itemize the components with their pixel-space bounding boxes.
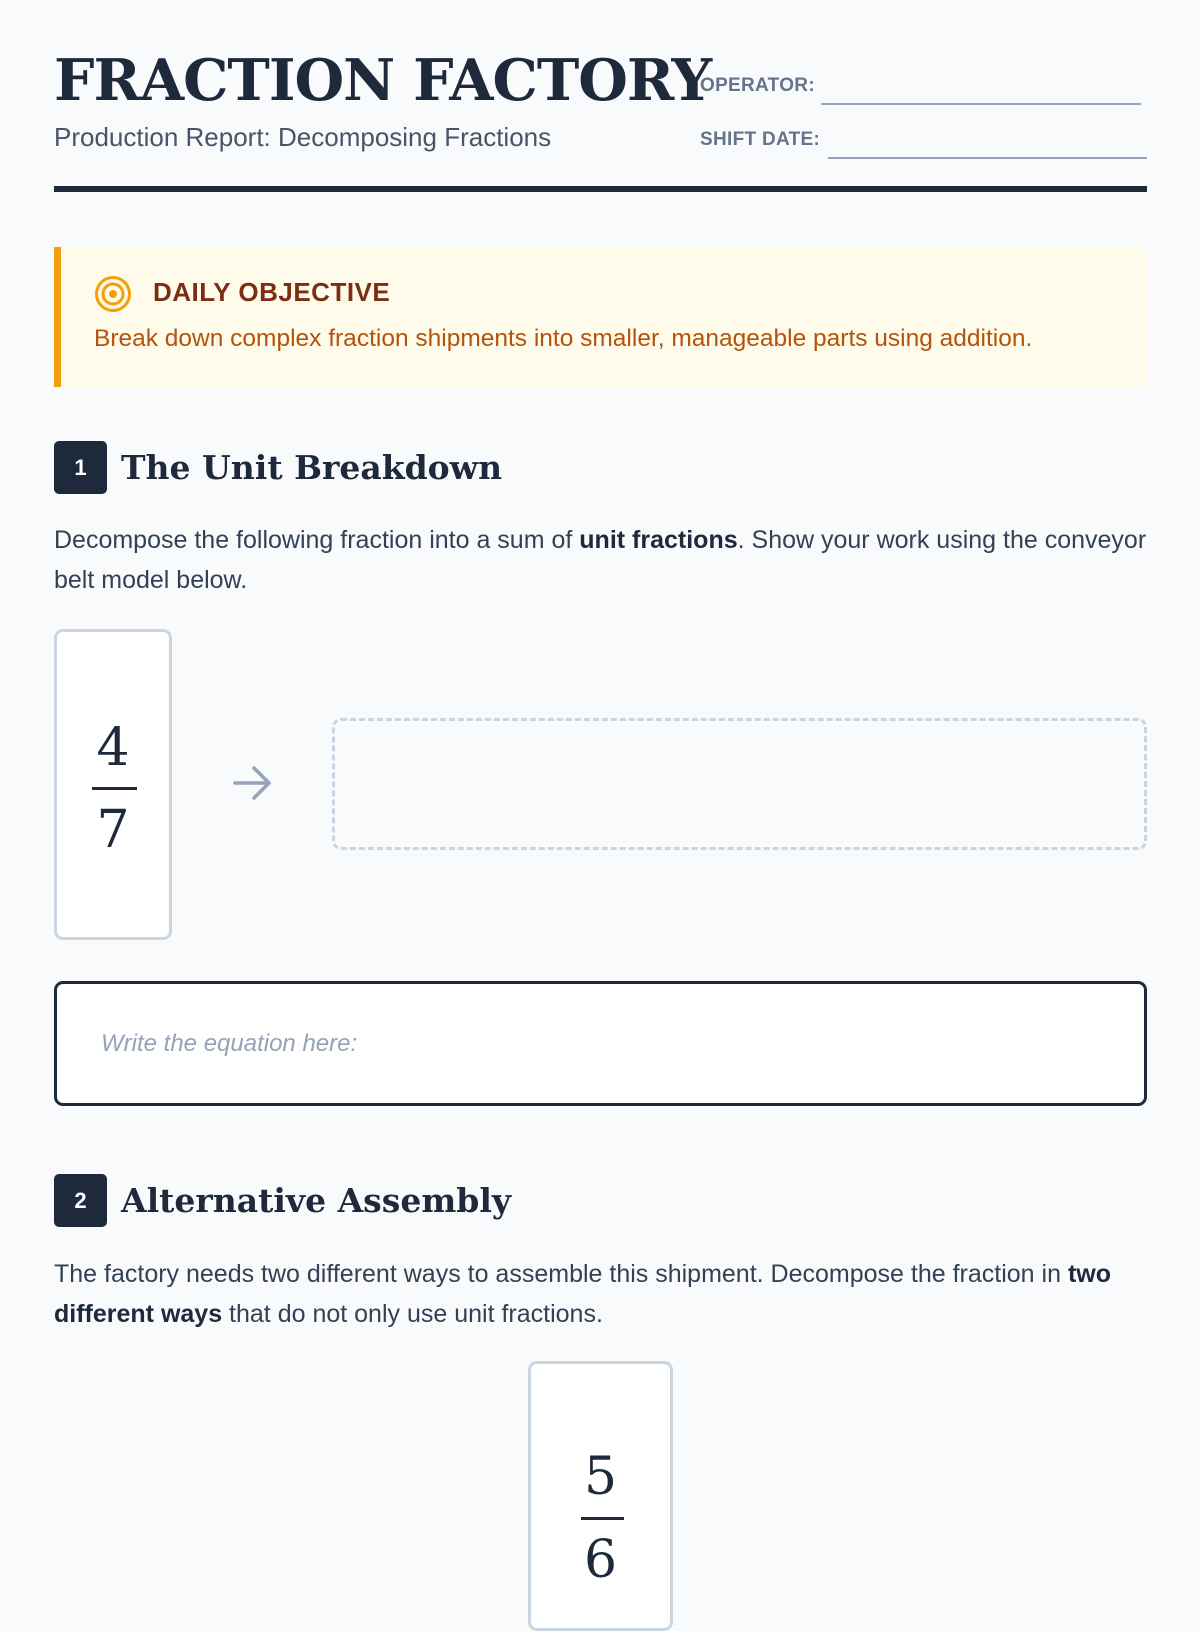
fraction-bar xyxy=(581,1517,624,1520)
page-subtitle: Production Report: Decomposing Fractions xyxy=(54,122,552,152)
section-1-instructions: Decompose the following fraction into a sum of unit fractions. Show your work using the conveyor belt model below. xyxy=(54,526,1147,594)
section-1-title: The Unit Breakdown xyxy=(121,448,503,487)
objective-text: Break down complex fraction shipments into smaller, manageable parts using addition. xyxy=(94,325,1033,352)
objective-title: DAILY OBJECTIVE xyxy=(153,277,391,307)
unit-fractions-emphasis: unit fractions xyxy=(579,526,738,554)
two-ways-emphasis: two different ways xyxy=(54,1260,1111,1328)
fraction-numerator: 4 xyxy=(96,718,130,778)
page-title: FRACTION FACTORY xyxy=(54,47,712,114)
fraction-numerator: 5 xyxy=(583,1447,618,1507)
target-icon xyxy=(94,275,132,313)
section-1-badge: 1 xyxy=(54,441,107,494)
arrow-right-icon xyxy=(232,762,274,804)
section-2-title: Alternative Assembly xyxy=(121,1181,512,1220)
daily-objective-callout xyxy=(54,247,1147,387)
fraction-card-4-7 xyxy=(54,629,172,940)
section-2-instructions: The factory needs two different ways to assemble this shipment. Decompose the fraction in two different ways that do not only use unit fractions. xyxy=(54,1260,1111,1328)
fraction-denominator: 6 xyxy=(583,1530,618,1590)
conveyor-belt-workspace[interactable] xyxy=(332,718,1147,850)
operator-field[interactable] xyxy=(821,103,1141,105)
equation-placeholder: Write the equation here: xyxy=(101,1030,358,1057)
fraction-card-5-6 xyxy=(528,1361,673,1631)
shift-date-label: SHIFT DATE: xyxy=(700,129,821,150)
fraction-denominator: 7 xyxy=(96,800,130,860)
equation-input-box[interactable] xyxy=(54,981,1147,1106)
section-2-badge: 2 xyxy=(54,1174,107,1227)
fraction-bar xyxy=(92,787,137,790)
operator-label: OPERATOR: xyxy=(700,75,815,96)
header-divider xyxy=(54,186,1147,192)
shift-date-field[interactable] xyxy=(828,157,1147,159)
